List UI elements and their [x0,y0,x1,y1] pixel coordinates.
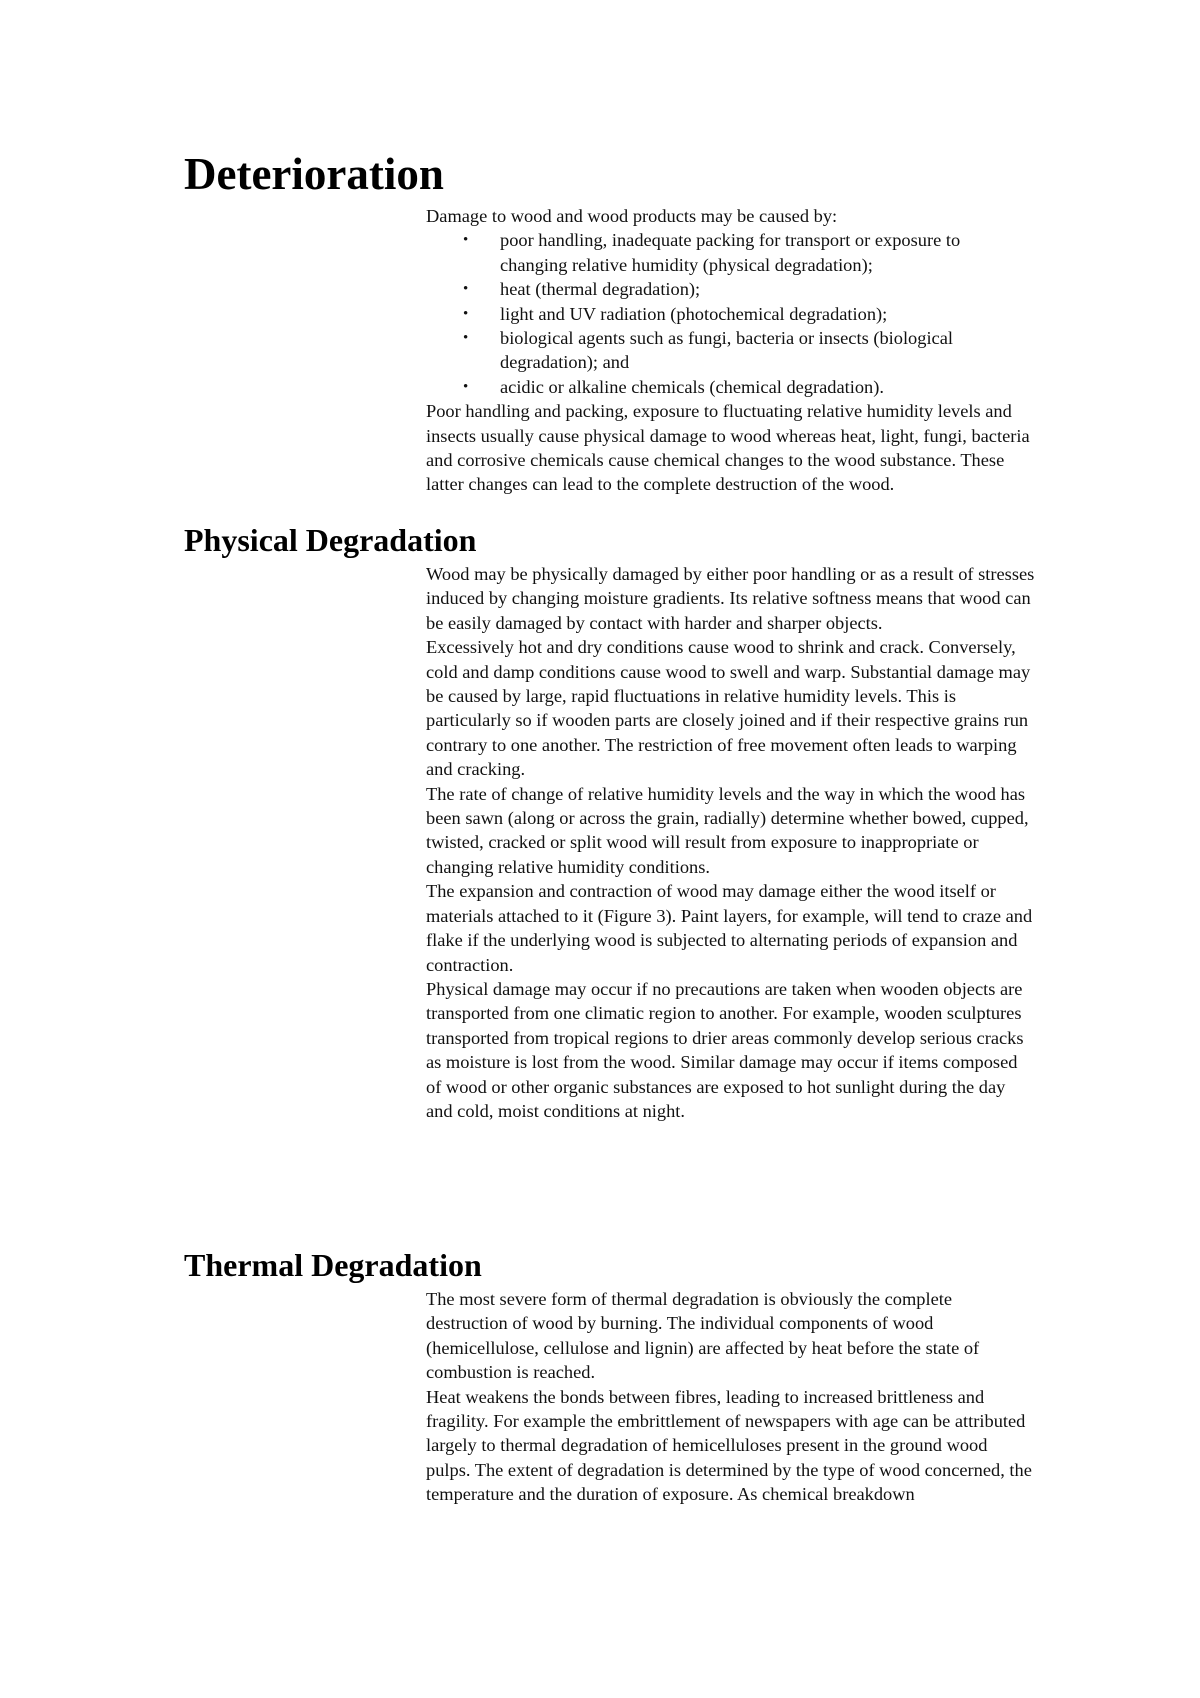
bullet-icon: • [463,330,469,347]
bullet-icon: • [463,281,469,298]
list-item-text: biological agents such as fungi, bacteria or insects (biological degradation); and [500,328,953,373]
paragraph: Excessively hot and dry conditions cause wood to shrink and crack. Conversely, cold and damp conditions cause wood to swell and warp. Substantial damage may be caused by large, rapid fluctuations in relative humidity levels. This is particularly so if wooden parts are closely joined and if their respective grains run contrary to one another. The restriction of free movement often leads to warping and cracking. [426,637,1031,780]
list-item [426,302,970,326]
list-item [426,326,970,375]
heading-thermal-degradation: Thermal Degradation [184,1247,482,1283]
physical-degradation-body [426,562,1036,1123]
list-item [426,375,970,399]
paragraph: The expansion and contraction of wood may damage either the wood itself or materials attached to it (Figure 3). Paint layers, for example, will tend to craze and flake if the underlying wood is subjected to alternating periods of expansion and contraction. [426,881,1033,975]
list-item [426,228,970,277]
list-item-text: poor handling, inadequate packing for transport or exposure to changing relative humidity (physical degradation); [500,230,961,275]
deterioration-intro: Damage to wood and wood products may be caused by: [426,206,838,226]
paragraph: The most severe form of thermal degradation is obviously the complete destruction of wood by burning. The individual components of wood (hemicellulose, cellulose and lignin) are affected by heat before the state of combustion is reached. [426,1289,980,1383]
deterioration-closing-paragraph: Poor handling and packing, exposure to fluctuating relative humidity levels and insects usually cause physical damage to wood whereas heat, light, fungi, bacteria and corrosive chemicals cause chemical changes to the wood substance. These latter changes can lead to the complete destruction of the wood. [426,401,1030,495]
damage-causes-list [426,228,1036,399]
list-item-text: acidic or alkaline chemicals (chemical degradation). [500,376,884,397]
list-item-text: heat (thermal degradation); [500,279,701,300]
paragraph: Heat weakens the bonds between fibres, leading to increased brittleness and fragility. For example the embrittlement of newspapers with age can be attributed largely to thermal degradation of hemicelluloses present in the ground wood pulps. The extent of degradation is determined by the type of wood concerned, the temperature and the duration of exposure. As chemical breakdown [426,1386,1032,1505]
heading-physical-degradation: Physical Degradation [184,522,477,558]
list-item-text: light and UV radiation (photochemical degradation); [500,303,888,324]
paragraph: The rate of change of relative humidity levels and the way in which the wood has been sawn (along or across the grain, radially) determine whether bowed, cupped, twisted, cracked or split wood will result from exposure to inappropriate or changing relative humidity conditions. [426,783,1029,877]
heading-deterioration: Deterioration [184,149,444,199]
list-item [426,277,970,301]
paragraph: Wood may be physically damaged by either poor handling or as a result of stresses induced by changing moisture gradients. Its relative softness means that wood can be easily damaged by contact with harder and sharper objects. [426,564,1035,633]
deterioration-body [426,204,1036,497]
bullet-icon: • [463,232,469,249]
thermal-degradation-body [426,1287,1036,1507]
paragraph: Physical damage may occur if no precautions are taken when wooden objects are transported from one climatic region to another. For example, wooden sculptures transported from tropical regions to drier areas commonly develop serious cracks as moisture is lost from the wood. Similar damage may occur if items composed of wood or other organic substances are exposed to hot sunlight during the day and cold, moist conditions at night. [426,978,1024,1121]
bullet-icon: • [463,378,469,395]
bullet-icon: • [463,305,469,322]
